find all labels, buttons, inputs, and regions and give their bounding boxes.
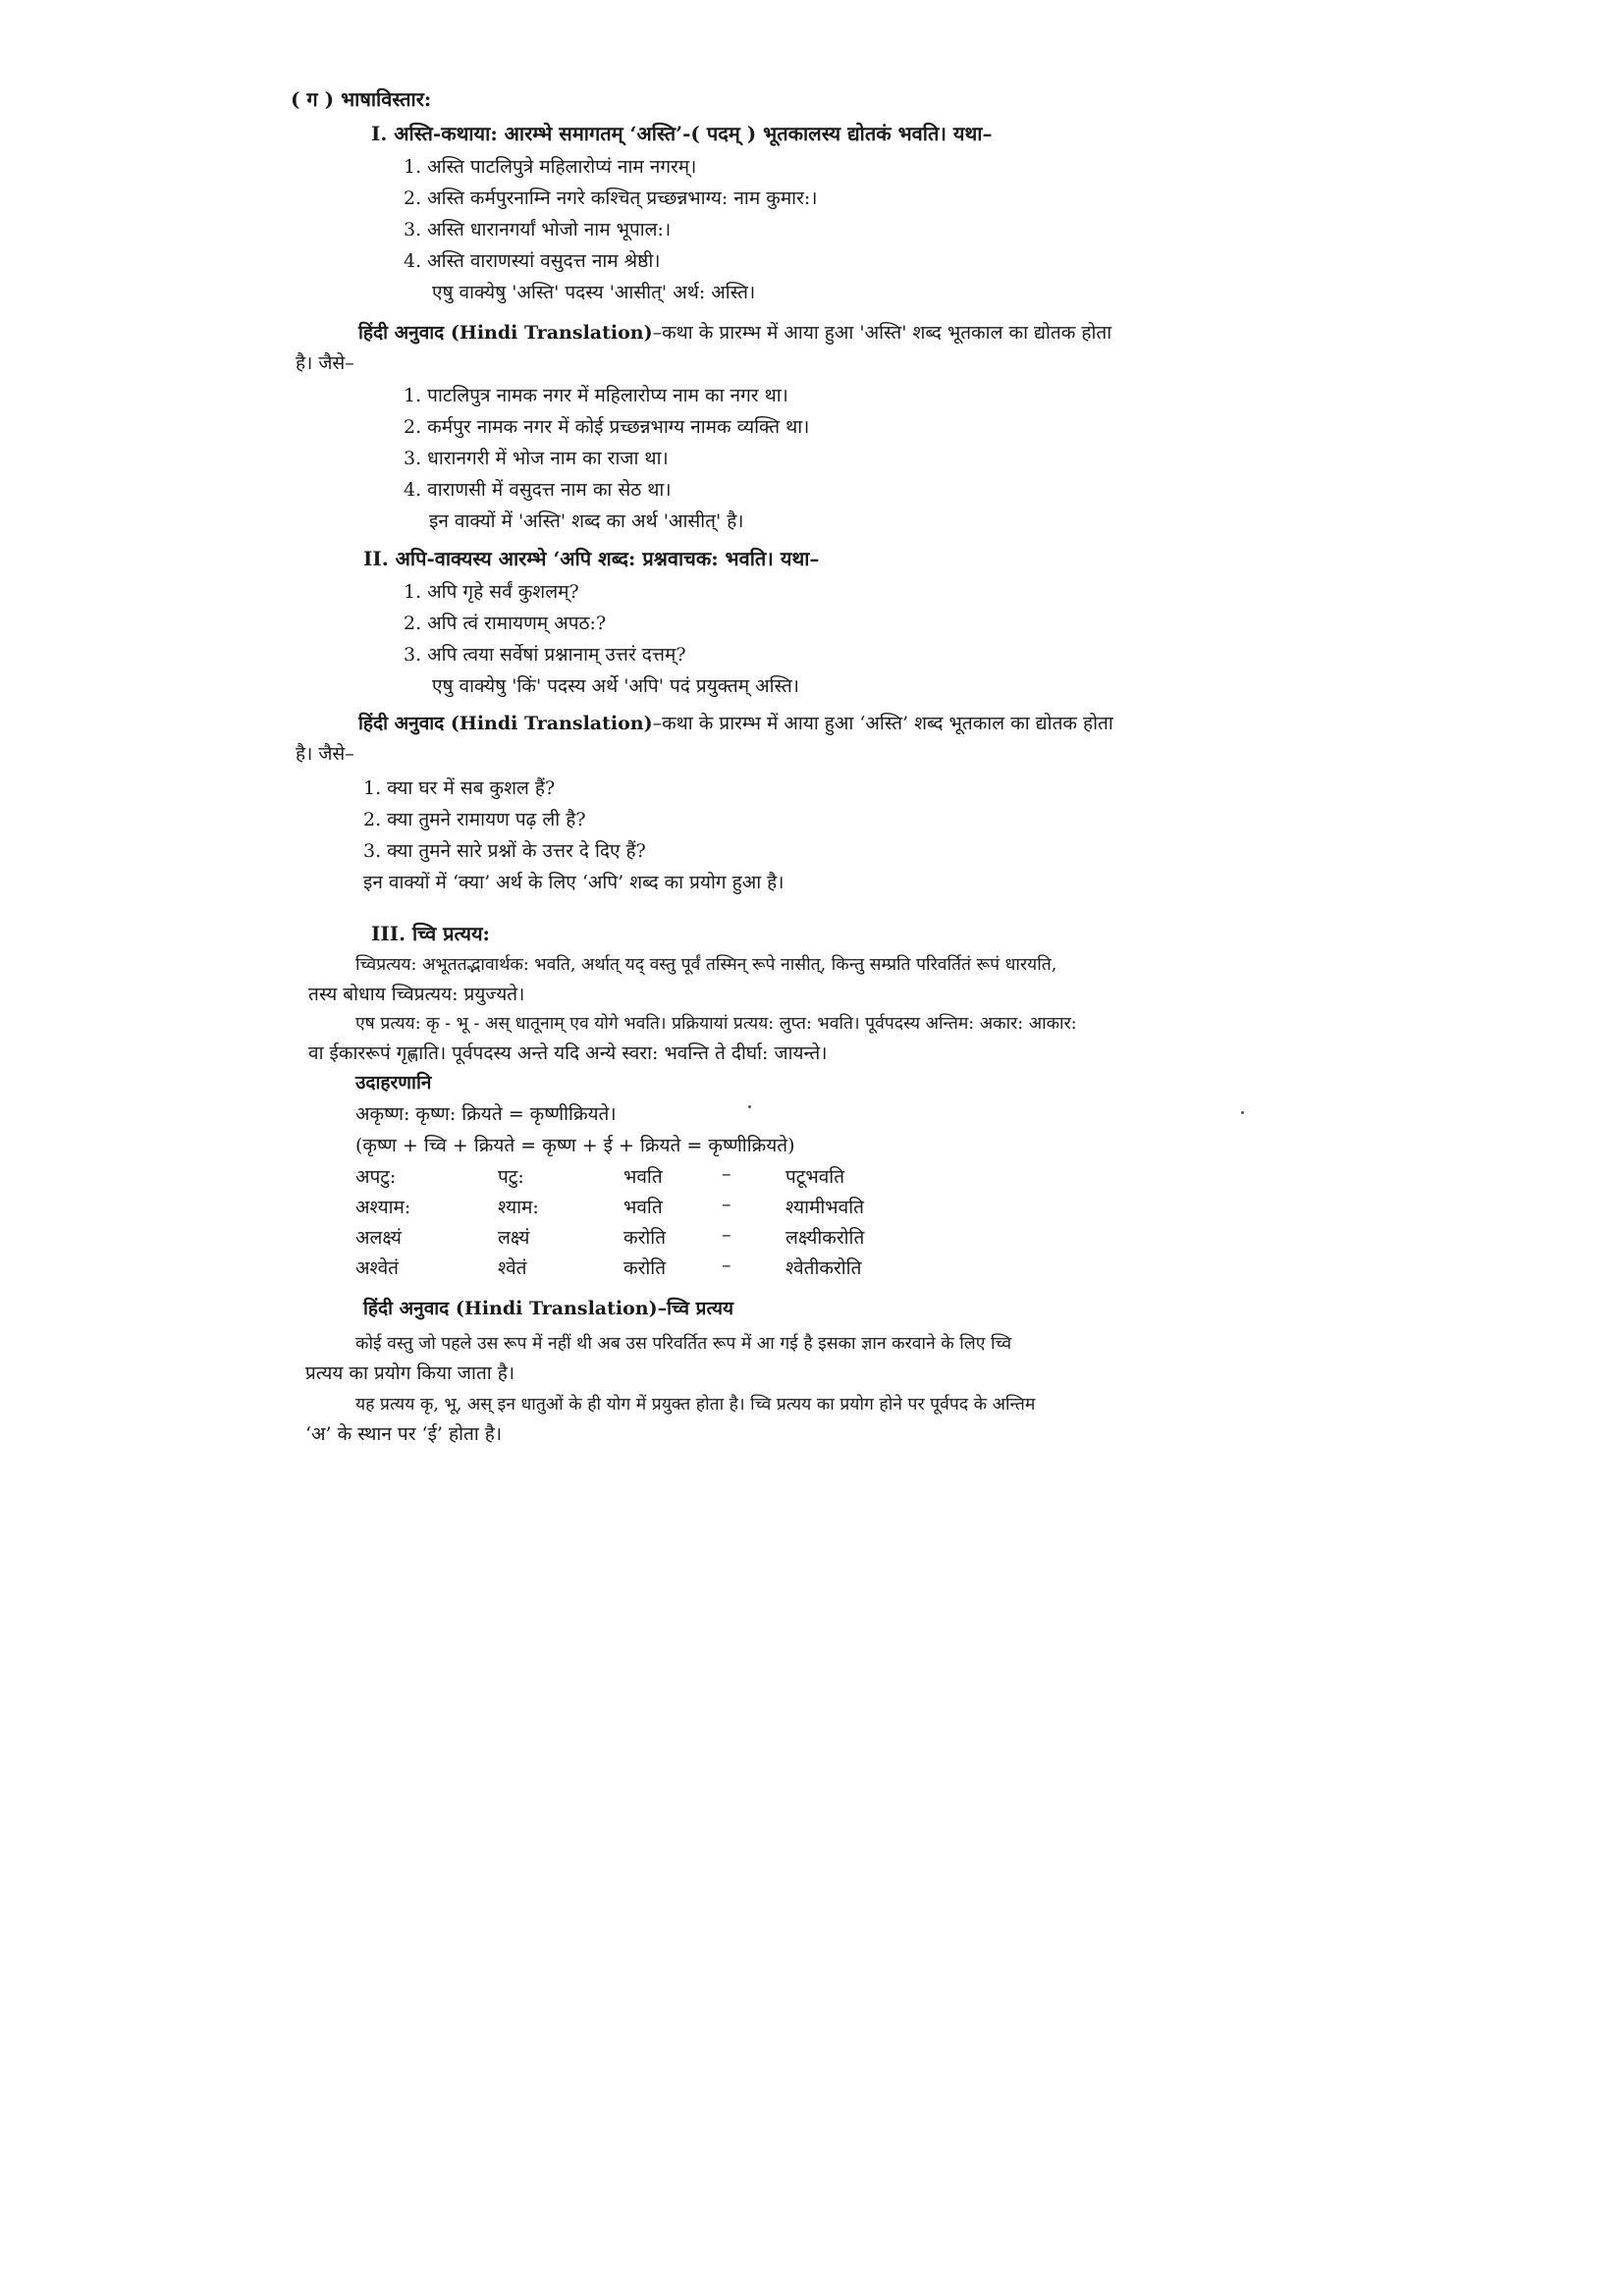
part3-hindi-heading: हिंदी अनुवाद (Hindi Translation)–च्वि प्रत्यय <box>363 1298 734 1319</box>
table-cell: – <box>722 1224 731 1246</box>
part1-hindi-heading: हिंदी अनुवाद (Hindi Translation) <box>358 322 653 344</box>
table-cell: लक्ष्यं <box>498 1227 530 1249</box>
examples-table <box>355 1163 933 1285</box>
part2-heading: II. अपि-वाक्यस्य आरम्भे ‘अपि शब्द: प्रश्नवाचक: भवति। यथा– <box>363 547 820 570</box>
part1-hindi-intro-cont: है। जैसे– <box>296 352 354 374</box>
table-row <box>355 1163 933 1194</box>
table-cell: पटु: <box>498 1166 524 1188</box>
scan-speck <box>748 1105 751 1108</box>
part2-hindi-intro-cont: है। जैसे– <box>296 743 354 765</box>
part1-hindi-item: 2. कर्मपुर नामक नगर में कोई प्रच्छन्नभाग्य नामक व्यक्ति था। <box>404 416 810 438</box>
table-cell: पटूभवति <box>785 1166 845 1188</box>
table-cell: भवति <box>623 1197 663 1218</box>
part1-item: 2. अस्ति कर्मपुरनाम्नि नगरे कश्चित् प्रच्छन्नभाग्य: नाम कुमार:। <box>404 187 818 209</box>
part3-hindi-para1-cont: प्रत्यय का प्रयोग किया जाता है। <box>305 1362 515 1384</box>
table-cell: करोति <box>623 1257 667 1279</box>
part3-para1: च्विप्रत्यय: अभूततद्भावार्थक: भवति, अर्थात् यद् वस्तु पूर्वं तस्मिन् रूपे नासीत्, किन्तु सम्प्रति परिवर्तितं रूपं धारयति, <box>355 955 1057 975</box>
part2-hindi-item: 3. क्या तुमने सारे प्रश्नों के उत्तर दे दिए हैं? <box>363 840 646 862</box>
part1-hindi-intro <box>358 320 1111 346</box>
part2-hindi-note: इन वाक्यों में ‘क्या’ अर्थ के लिए ‘अपि’ शब्द का प्रयोग हुआ है। <box>363 872 784 893</box>
part1-hindi-item: 3. धारानगरी में भोज नाम का राजा था। <box>404 448 669 469</box>
part3-hindi-para2-cont: ‘अ’ के स्थान पर ‘ई’ होता है। <box>305 1423 503 1445</box>
part3-hindi-para1: कोई वस्तु जो पहले उस रूप में नहीं थी अब उस परिवर्तित रूप में आ गई है इसका ज्ञान करवाने के लिए च्वि <box>355 1334 1012 1354</box>
part2-hindi-heading: हिंदी अनुवाद (Hindi Translation) <box>358 713 653 734</box>
table-cell: श्यामीभवति <box>785 1197 864 1218</box>
table-row <box>355 1255 933 1285</box>
part1-heading: I. अस्ति-कथाया: आरम्भे समागतम् ‘अस्ति’-( पदम् ) भूतकालस्य द्योतकं भवति। यथा– <box>371 122 993 145</box>
part1-item: 3. अस्ति धारानगर्यां भोजो नाम भूपाल:। <box>404 219 672 240</box>
table-cell: अलक्ष्यं <box>355 1227 402 1249</box>
part2-item: 2. अपि त्वं रामायणम् अपठ:? <box>404 613 607 634</box>
part3-para1-cont: तस्य बोधाय च्विप्रत्यय: प्रयुज्यते। <box>308 984 525 1005</box>
part2-hindi-intro-text: –कथा के प्रारम्भ में आया हुआ ‘अस्ति’ शब्द भूतकाल का द्योतक होता <box>652 713 1113 734</box>
table-cell: अपटु: <box>355 1166 397 1188</box>
part3-para2-cont: वा ईकाररूपं गृह्णाति। पूर्वपदस्य अन्ते यदि अन्ये स्वरा: भवन्ति ते दीर्घा: जायन्ते। <box>308 1042 828 1064</box>
table-cell: करोति <box>623 1227 667 1249</box>
table-cell: लक्ष्यीकरोति <box>785 1227 865 1249</box>
part3-heading: III. च्वि प्रत्यय: <box>371 922 490 945</box>
part1-hindi-intro-text: –कथा के प्रारम्भ में आया हुआ 'अस्ति' शब्द भूतकाल का द्योतक होता <box>652 322 1112 344</box>
table-cell: – <box>722 1194 731 1215</box>
table-cell: – <box>722 1163 731 1185</box>
section-heading: ( ग ) भाषाविस्तार: <box>291 87 432 111</box>
table-cell: अश्वेतं <box>355 1257 399 1279</box>
table-row <box>355 1224 933 1255</box>
part1-item: 1. अस्ति पाटलिपुत्रे महिलारोप्यं नाम नगरम्। <box>404 156 697 178</box>
part3-para2: एष प्रत्यय: कृ - भू - अस् धातूनाम् एव योगे भवति। प्रक्रियायां प्रत्यय: लुप्त: भवति। पूर्वपदस्य अन्तिम: अकार: आकार: <box>355 1014 1077 1034</box>
table-row <box>355 1194 933 1224</box>
examples-heading: उदाहरणानि <box>355 1072 432 1094</box>
table-cell: श्वेतं <box>498 1257 527 1279</box>
part2-hindi-item: 1. क्या घर में सब कुशल हैं? <box>363 777 556 799</box>
part3-hindi-para2: यह प्रत्यय कृ, भू, अस् इन धातुओं के ही योग में प्रयुक्त होता है। च्वि प्रत्यय का प्रयोग होने पर पूर्वपद के अन्तिम <box>355 1395 1036 1415</box>
table-cell: – <box>722 1255 731 1276</box>
example-line: (कृष्ण + च्वि + क्रियते = कृष्ण + ई + क्रियते = कृष्णीक्रियते) <box>355 1135 795 1156</box>
part2-hindi-intro <box>358 711 1113 736</box>
part1-note: एषु वाक्येषु 'अस्ति' पदस्य 'आसीत्' अर्थ: अस्ति। <box>432 282 756 303</box>
table-cell: अश्याम: <box>355 1197 411 1218</box>
part2-note: एषु वाक्येषु 'किं' पदस्य अर्थे 'अपि' पदं प्रयुक्तम् अस्ति। <box>432 675 799 697</box>
part1-hindi-item: 4. वाराणसी में वसुदत्त नाम का सेठ था। <box>404 479 672 501</box>
scan-speck <box>1241 1111 1244 1114</box>
part1-hindi-note: इन वाक्यों में 'अस्ति' शब्द का अर्थ 'आसीत्' है। <box>429 510 744 532</box>
part2-hindi-item: 2. क्या तुमने रामायण पढ़ ली है? <box>363 809 586 830</box>
example-line: अकृष्ण: कृष्ण: क्रियते = कृष्णीक्रियते। <box>355 1103 617 1125</box>
part1-hindi-item: 1. पाटलिपुत्र नामक नगर में महिलारोप्य नाम का नगर था। <box>404 385 788 406</box>
table-cell: भवति <box>623 1166 663 1188</box>
table-cell: श्वेतीकरोति <box>785 1257 862 1279</box>
table-cell: श्याम: <box>498 1197 539 1218</box>
part2-item: 1. अपि गृहे सर्वं कुशलम्? <box>404 581 579 603</box>
part2-item: 3. अपि त्वया सर्वेषां प्रश्नानाम् उत्तरं दत्तम्? <box>404 644 686 666</box>
part1-item: 4. अस्ति वाराणस्यां वसुदत्त नाम श्रेष्ठी। <box>404 250 661 272</box>
